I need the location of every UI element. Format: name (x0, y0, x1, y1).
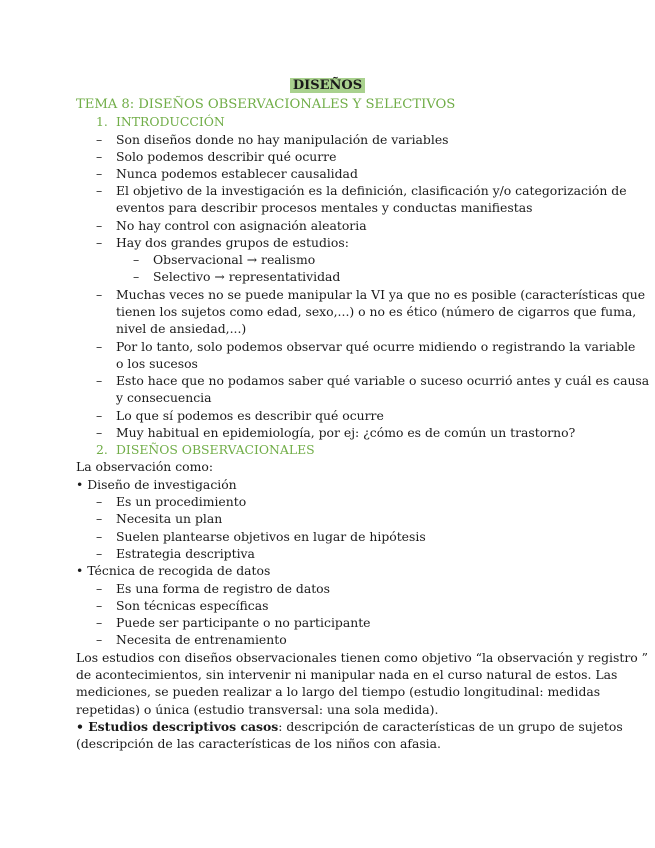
descriptive-term: • Estudios descriptivos casos (76, 719, 279, 734)
document-title: DISEÑOS (0, 77, 655, 94)
descriptive-definition: : descripción de características de un grupo de sujetos (278, 719, 623, 734)
topic-heading: TEMA 8: DISEÑOS OBSERVACIONALES Y SELECTIVOS (76, 97, 456, 112)
document-page: DISEÑOS TEMA 8: DISEÑOS OBSERVACIONALES Y SELECTIVOS 1. INTRODUCCIÓN – Son diseños donde no hay manipulación de variables – Solo podemos describir qué ocurre – Nunca podemos establecer causalidad – El objetivo de la investigación es la definición, clasificación y/o categorización de eventos para describir procesos mentales y conductas manifiestas – No hay control con asignación aleatoria – Hay dos grandes grupos de estudios: – Observacional → realismo – Selectivo → representatividad – Muchas veces no se puede manipular la VI ya que no es posible (características que tienen los sujetos como edad, sexo,...) o no es ético (número de cigarros que fuma, nivel de ansiedad,...) – Por lo tanto, solo podemos observar qué ocurre midiendo o registrando la variable o los sucesos – Esto hace que no podamos saber qué variable o suceso ocurrió antes y cuál es causa y consecuencia – Lo que sí podemos es describir qué ocurre – Muy habitual en epidemiología, por ej: ¿cómo es de común un trastorno? 2. DISEÑOS OBSERVACIONALES La observación como: • Diseño de investigación – Es un procedimiento – Necesita un plan – Suelen plantearse objetivos en lugar de hipótesis – Estrategia descriptiva • Técnica de recogida de datos – Es una forma de registro de datos – Son técnicas específicas – Puede ser participante o no participante – Necesita de entrenamiento Los estudios con diseños observacionales tienen como objetivo “la observación y registro ” de acontecimientos, sin intervenir ni manipular nada en el curso natural de estos. Las mediciones, se pueden realizar a lo largo del tiempo (estudio longitudinal: medidas repetidas) o única (estudio transversal: una sola medida). • Estudios descriptivos casos: descripción de características de un grupo de sujetos (descripción de las características de los niños con afasia. (0, 0, 655, 848)
